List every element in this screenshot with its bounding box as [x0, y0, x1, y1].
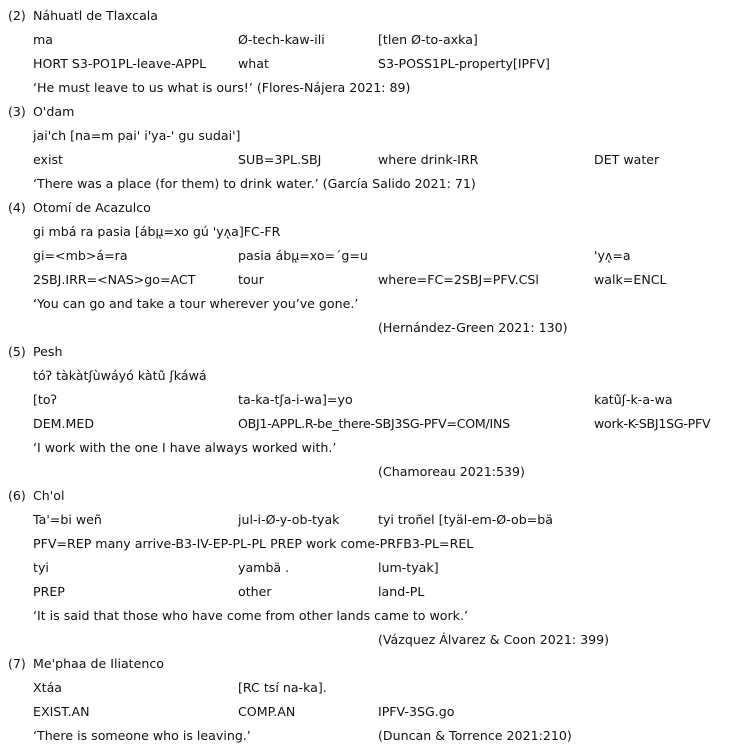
- object-line: tóʔ tàkàtʃùwáyó kàtũ̀ ʃkáwá: [33, 368, 207, 383]
- object-word: tyi troñel [tyäl-em-Ø-ob=bä: [378, 512, 553, 527]
- gloss-word: OBJ1-APPL.R-be_there-SBJ3SG-PFV=COM/INS: [238, 416, 510, 431]
- gloss-word: where=FC=2SBJ=PFV.CSl: [378, 272, 539, 287]
- morpheme-word: 'yʌ̨=a: [594, 248, 631, 263]
- translation: ‘It is said that those who have come from other lands came to work.’: [33, 608, 468, 623]
- gloss-word: land-PL: [378, 584, 425, 599]
- gloss-word: S3-POSS1PL-property[IPFV]: [378, 56, 550, 71]
- object-word: tyi: [33, 560, 49, 575]
- language-name: Pesh: [33, 344, 63, 359]
- object-word: Ta'=bi weñ: [33, 512, 102, 527]
- citation: (Vázquez Álvarez & Coon 2021: 399): [378, 632, 610, 647]
- gloss-word: 2SBJ.IRR=<NAS>go=ACT: [33, 272, 196, 287]
- gloss-word: DET water: [594, 152, 660, 167]
- gloss-word: SUB=3PL.SBJ: [238, 152, 322, 167]
- object-word: ma: [33, 32, 53, 47]
- gloss-word: what: [238, 56, 269, 71]
- translation: ‘There was a place (for them) to drink water.’ (García Salido 2021: 71): [33, 176, 476, 191]
- language-name: Otomí de Acazulco: [33, 200, 151, 215]
- translation: ‘You can go and take a tour wherever you’ve gone.’: [33, 296, 359, 311]
- gloss-word: IPFV-3SG.go: [378, 704, 455, 719]
- object-word: jul-i-Ø-y-ob-tyak: [238, 512, 340, 527]
- gloss-word: where drink-IRR: [378, 152, 479, 167]
- gloss-line: PFV=REP many arrive-B3-IV-EP-PL-PL PREP work come-PRFB3-PL=REL: [33, 536, 474, 551]
- gloss-word: walk=ENCL: [594, 272, 667, 287]
- example-number: (3): [8, 104, 26, 119]
- example-number: (7): [8, 656, 26, 671]
- object-line: jai'ch [na=m pai' i'ya-' gu sudai']: [33, 128, 241, 143]
- gloss-word: other: [238, 584, 272, 599]
- morpheme-word: [toʔ: [33, 392, 57, 407]
- object-word: Xtáa: [33, 680, 63, 695]
- object-word: lum-tyak]: [378, 560, 439, 575]
- language-name: Me'phaa de Iliatenco: [33, 656, 164, 671]
- morpheme-word: katũ̀ʃ-k-a-wa: [594, 392, 673, 407]
- object-word: Ø-tech-kaw-ili: [238, 32, 325, 47]
- language-name: Ch'ol: [33, 488, 65, 503]
- object-word: yambä .: [238, 560, 290, 575]
- citation: (Duncan & Torrence 2021:210): [378, 728, 572, 743]
- translation: ‘He must leave to us what is ours!’ (Flores-Nájera 2021: 89): [33, 80, 411, 95]
- object-line: gi mbá ra pasia [ábµ̨=xo gú 'yʌ̨a]FC-FR: [33, 224, 281, 239]
- language-name: Náhuatl de Tlaxcala: [33, 8, 159, 23]
- gloss-word: HORT S3-PO1PL-leave-APPL: [33, 56, 207, 71]
- example-number: (4): [8, 200, 26, 215]
- object-word: [RC tsí na-ka].: [238, 680, 327, 695]
- language-name: O'dam: [33, 104, 75, 119]
- morpheme-word: pasia ábµ̨=xo=´g=u: [238, 248, 368, 263]
- gloss-word: PREP: [33, 584, 65, 599]
- citation: (Chamoreau 2021:539): [378, 464, 525, 479]
- gloss-word: tour: [238, 272, 264, 287]
- example-number: (2): [8, 8, 26, 23]
- translation: ‘I work with the one I have always worked with.’: [33, 440, 337, 455]
- gloss-word: DEM.MED: [33, 416, 95, 431]
- morpheme-word: ta-ka-tʃa-i-wa]=yo: [238, 392, 353, 407]
- morpheme-word: gi=<mb>á=ra: [33, 248, 128, 263]
- gloss-word: COMP.AN: [238, 704, 296, 719]
- example-number: (5): [8, 344, 26, 359]
- example-number: (6): [8, 488, 26, 503]
- object-word: [tlen Ø-to-axka]: [378, 32, 478, 47]
- gloss-word: EXIST.AN: [33, 704, 90, 719]
- gloss-word: work-K-SBJ1SG-PFV: [594, 416, 711, 431]
- translation: ‘There is someone who is leaving.’: [33, 728, 251, 743]
- citation: (Hernández-Green 2021: 130): [378, 320, 568, 335]
- gloss-word: exist: [33, 152, 63, 167]
